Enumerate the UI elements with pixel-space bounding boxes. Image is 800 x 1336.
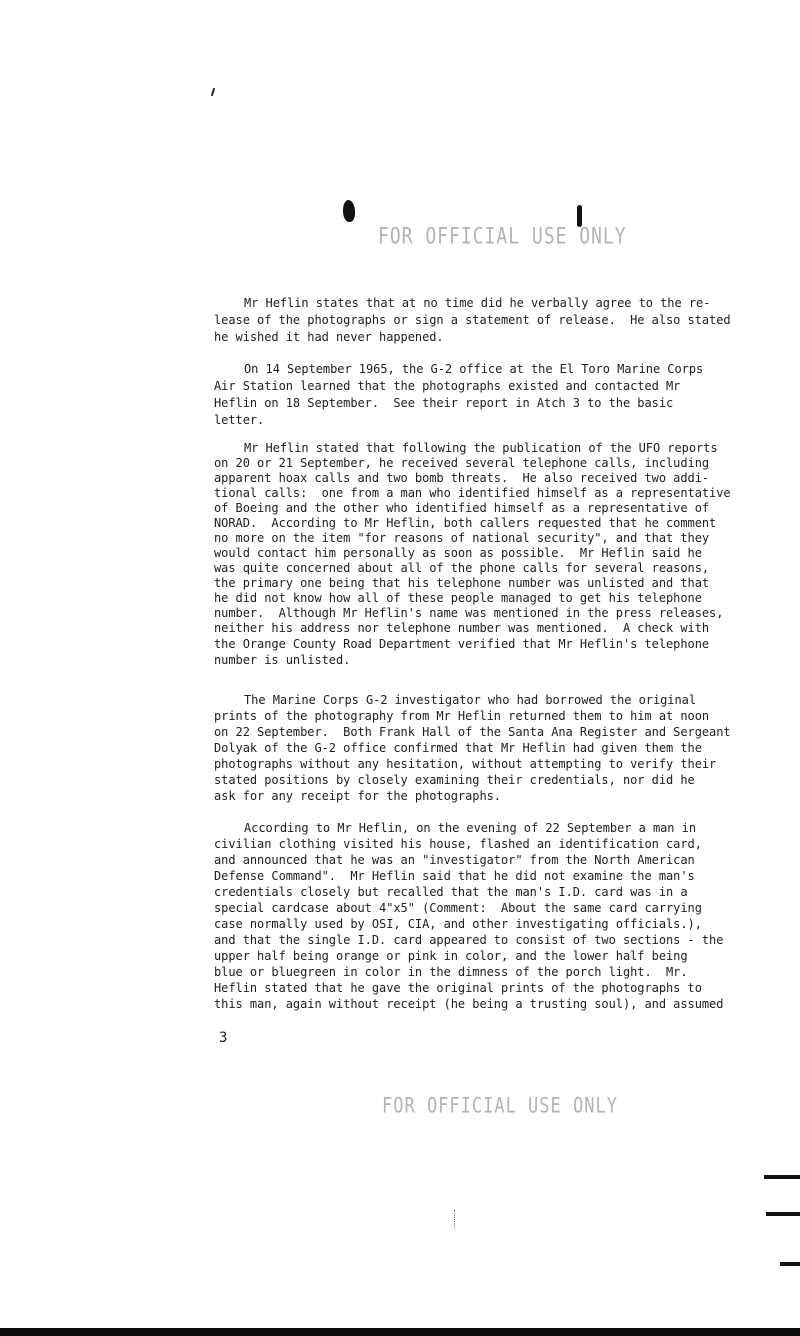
- text-line: letter.: [214, 413, 265, 427]
- text-line: tional calls: one from a man who identified himself as a representative: [214, 486, 731, 500]
- text-line: of Boeing and the other who identified himself as a representative of: [214, 501, 710, 515]
- text-line: number. Although Mr Heflin's name was mentioned in the press releases,: [214, 606, 724, 620]
- edge-mark: [766, 1212, 800, 1216]
- text-line: civilian clothing visited his house, flashed an identification card,: [214, 837, 702, 851]
- text-line: and that the single I.D. card appeared to consist of two sections - the: [214, 933, 724, 947]
- text-line: Air Station learned that the photographs existed and contacted Mr: [214, 379, 681, 393]
- text-line: Heflin on 18 September. See their report in Atch 3 to the basic: [214, 396, 674, 410]
- page-number: 3: [219, 1030, 228, 1046]
- text-line: he wished it had never happened.: [214, 330, 444, 344]
- text-line: special cardcase about 4"x5" (Comment: About the same card carrying: [214, 901, 702, 915]
- text-line: case normally used by OSI, CIA, and other investigating officials.),: [214, 917, 702, 931]
- text-line: on 20 or 21 September, he received several telephone calls, including: [214, 456, 710, 470]
- text-line: stated positions by closely examining their credentials, nor did he: [214, 773, 695, 787]
- classification-stamp-top: FOR OFFICIAL USE ONLY: [378, 223, 627, 250]
- text-line: on 22 September. Both Frank Hall of the Santa Ana Register and Sergeant: [214, 725, 731, 739]
- text-line: the Orange County Road Department verified that Mr Heflin's telephone: [214, 637, 710, 651]
- text-line: NORAD. According to Mr Heflin, both callers requested that he comment: [214, 516, 717, 530]
- text-line: prints of the photography from Mr Heflin returned them to him at noon: [214, 709, 710, 723]
- text-line: no more on the item "for reasons of national security", and that they: [214, 531, 710, 545]
- ink-blot-left: [343, 200, 355, 222]
- text-line: Mr Heflin states that at no time did he verbally agree to the re-: [244, 296, 711, 310]
- text-line: On 14 September 1965, the G-2 office at the El Toro Marine Corps: [244, 362, 704, 376]
- text-line: photographs without any hesitation, without attempting to verify their: [214, 757, 717, 771]
- edge-mark: [780, 1262, 800, 1266]
- text-line: Heflin stated that he gave the original prints of the photographs to: [214, 981, 702, 995]
- text-line: Mr Heflin stated that following the publication of the UFO reports: [244, 441, 718, 455]
- text-line: and announced that he was an "investigator" from the North American: [214, 853, 695, 867]
- text-line: According to Mr Heflin, on the evening of 22 September a man in: [244, 821, 697, 835]
- margin-mark: [211, 88, 215, 96]
- text-line: upper half being orange or pink in color, and the lower half being: [214, 949, 688, 963]
- scan-artifact: [454, 1210, 456, 1228]
- edge-mark: [764, 1175, 800, 1179]
- classification-stamp-bottom: FOR OFFICIAL USE ONLY: [382, 1093, 618, 1119]
- text-line: Dolyak of the G-2 office confirmed that Mr Heflin had given them the: [214, 741, 702, 755]
- text-line: Defense Command". Mr Heflin said that he did not examine the man's: [214, 869, 695, 883]
- text-line: this man, again without receipt (he being a trusting soul), and assumed: [214, 997, 724, 1011]
- text-line: apparent hoax calls and two bomb threats. He also received two addi-: [214, 471, 710, 485]
- text-line: ask for any receipt for the photographs.: [214, 789, 501, 803]
- text-line: the primary one being that his telephone number was unlisted and that: [214, 576, 710, 590]
- text-line: neither his address nor telephone number was mentioned. A check with: [214, 621, 710, 635]
- text-line: number is unlisted.: [214, 653, 351, 667]
- text-line: would contact him personally as soon as possible. Mr Heflin said he: [214, 546, 702, 560]
- text-line: credentials closely but recalled that the man's I.D. card was in a: [214, 885, 688, 899]
- text-line: he did not know how all of these people managed to get his telephone: [214, 591, 702, 605]
- scan-bottom-border: [0, 1328, 800, 1336]
- text-line: blue or bluegreen in color in the dimness of the porch light. Mr.: [214, 965, 688, 979]
- text-line: lease of the photographs or sign a statement of release. He also stated: [214, 313, 731, 327]
- text-line: was quite concerned about all of the phone calls for several reasons,: [214, 561, 710, 575]
- text-line: The Marine Corps G-2 investigator who had borrowed the original: [244, 693, 697, 707]
